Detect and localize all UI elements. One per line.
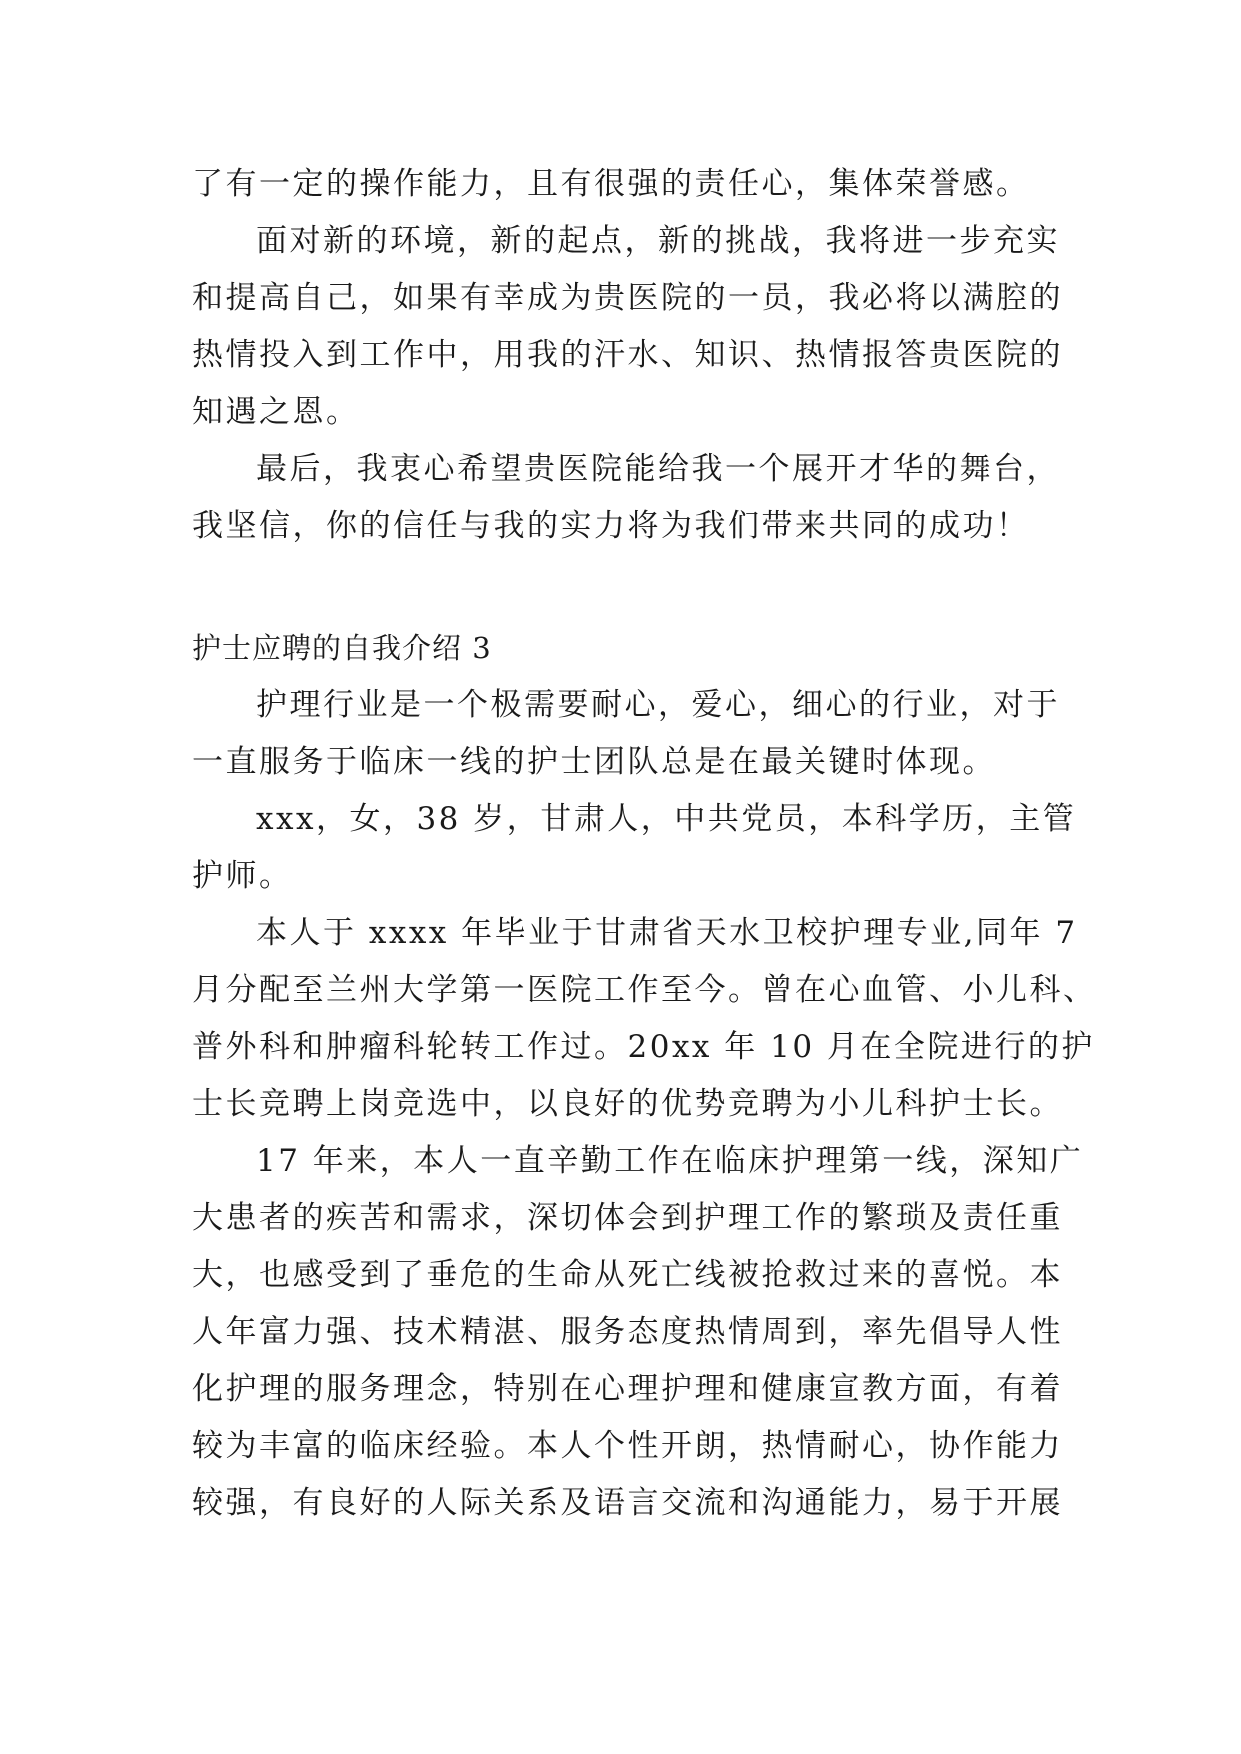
paragraph-line: 化护理的服务理念，特别在心理护理和健康宣教方面，有着 <box>192 1371 1063 1407</box>
paragraph-line: 护师。 <box>192 858 293 894</box>
paragraph-line: 知遇之恩。 <box>192 394 360 430</box>
paragraph-line: 17 年来，本人一直辛勤工作在临床护理第一线，深知广 <box>256 1143 1084 1179</box>
paragraph-line: 最后，我衷心希望贵医院能给我一个展开才华的舞台， <box>256 451 1060 487</box>
section-title: 护士应聘的自我介绍 3 <box>192 631 492 665</box>
paragraph-line: 和提高自己，如果有幸成为贵医院的一员，我必将以满腔的 <box>192 280 1063 316</box>
paragraph-line: 护理行业是一个极需要耐心，爱心，细心的行业，对于 <box>256 687 1060 723</box>
paragraph-line: 较为丰富的临床经验。本人个性开朗，热情耐心，协作能力 <box>192 1428 1063 1464</box>
paragraph-line: 较强，有良好的人际关系及语言交流和沟通能力，易于开展 <box>192 1485 1063 1521</box>
paragraph-line: 面对新的环境，新的起点，新的挑战，我将进一步充实 <box>256 223 1060 259</box>
paragraph-line: 了有一定的操作能力，且有很强的责任心，集体荣誉感。 <box>192 166 1030 202</box>
paragraph-line: 普外科和肿瘤科轮转工作过。20xx 年 10 月在全院进行的护 <box>192 1029 1095 1065</box>
paragraph-line: 大，也感受到了垂危的生命从死亡线被抢救过来的喜悦。本 <box>192 1257 1063 1293</box>
paragraph-line: 月分配至兰州大学第一医院工作至今。曾在心血管、小儿科、 <box>192 972 1097 1008</box>
paragraph-line: 士长竞聘上岗竞选中，以良好的优势竞聘为小儿科护士长。 <box>192 1086 1063 1122</box>
paragraph-line: xxx，女，38 岁，甘肃人，中共党员，本科学历，主管 <box>256 801 1077 837</box>
paragraph-line: 大患者的疾苦和需求，深切体会到护理工作的繁琐及责任重 <box>192 1200 1063 1236</box>
paragraph-line: 本人于 xxxx 年毕业于甘肃省天水卫校护理专业,同年 7 <box>256 915 1078 951</box>
paragraph-line: 一直服务于临床一线的护士团队总是在最关键时体现。 <box>192 744 996 780</box>
paragraph-line: 热情投入到工作中，用我的汗水、知识、热情报答贵医院的 <box>192 337 1063 373</box>
paragraph-line: 我坚信，你的信任与我的实力将为我们带来共同的成功！ <box>192 508 1030 544</box>
paragraph-line: 人年富力强、技术精湛、服务态度热情周到，率先倡导人性 <box>192 1314 1063 1350</box>
